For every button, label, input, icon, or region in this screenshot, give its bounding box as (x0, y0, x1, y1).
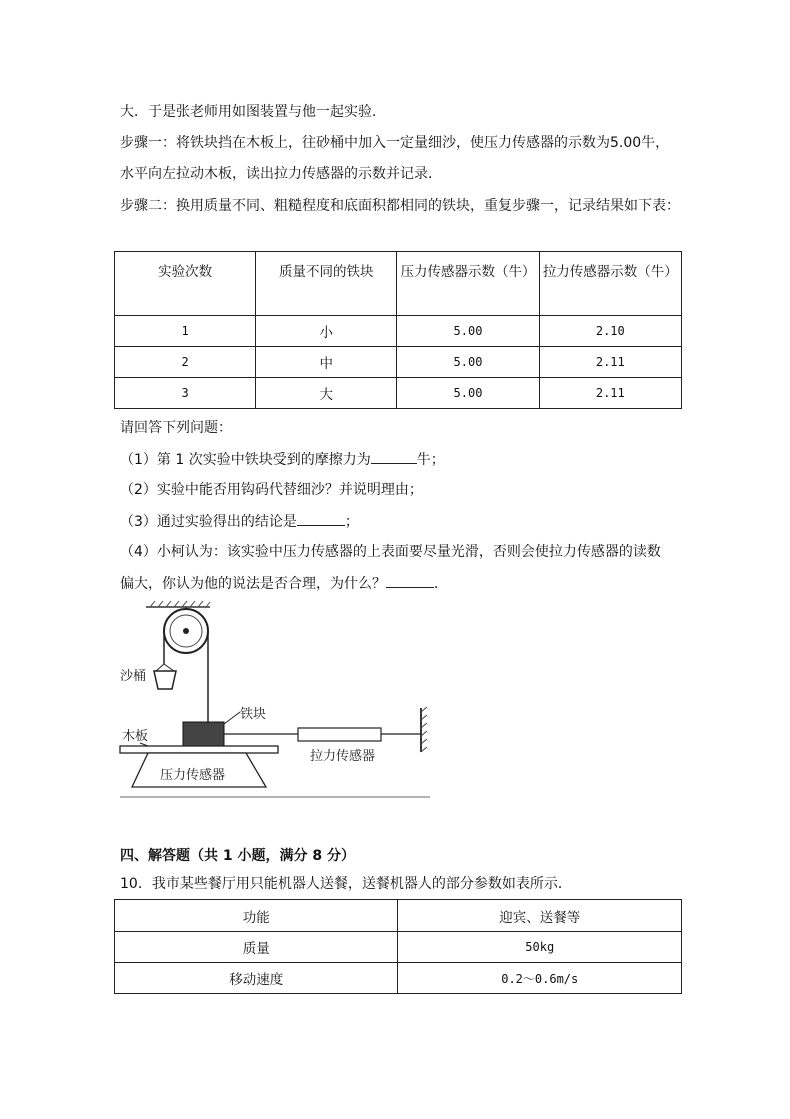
table-cell: 5.00 (397, 347, 539, 378)
table-cell: 2.11 (539, 347, 681, 378)
table-row (115, 963, 682, 994)
table-cell: 1 (115, 316, 256, 347)
table-cell: 功能 (115, 900, 398, 932)
table-cell: 0.2～0.6m/s (398, 963, 682, 994)
label-iron-block: 铁块 (240, 707, 267, 722)
question-3 (120, 511, 359, 532)
table-cell: 3 (115, 378, 256, 409)
bucket-handle (164, 664, 174, 671)
table-cell: 小 (256, 316, 397, 347)
step2-line: 步骤二：换用质量不同、粗糙程度和底面积都相同的铁块，重复步骤一，记录结果如下表： (120, 198, 680, 214)
question-4-text: 偏大，你认为他的说法是否合理，为什么？ (120, 576, 386, 592)
table-header: 实验次数 (115, 252, 256, 316)
table-row (115, 316, 682, 347)
question-1 (120, 449, 445, 470)
answer-blank (371, 449, 417, 464)
table-cell: 2 (115, 347, 256, 378)
question-4-line-b (120, 573, 448, 594)
answer-blank (386, 573, 434, 588)
question-1-unit: 牛； (416, 452, 445, 468)
table-cell: 2.10 (539, 316, 681, 347)
label-tension-sensor: 拉力传感器 (310, 749, 376, 764)
tension-sensor (298, 728, 381, 741)
table-row (115, 900, 682, 932)
intro-line-1: 大．于是张老师用如图装置与他一起实验． (120, 104, 386, 120)
table-header: 压力传感器示数（牛） (397, 252, 539, 316)
table-cell: 2.11 (539, 378, 681, 409)
bucket-handle (156, 664, 164, 671)
question-3-text: （3）通过实验得出的结论是 (120, 514, 297, 530)
leader-iron-block (224, 712, 240, 724)
section-title: 四、解答题（共 1 小题，满分 8 分） (120, 848, 355, 864)
question-4-line-a: （4）小柯认为：该实验中压力传感器的上表面要尽量光滑，否则会使拉力传感器的读数 (120, 544, 661, 560)
answer-blank (297, 511, 345, 526)
question-3-end: ； (344, 514, 359, 530)
label-wood-board: 木板 (122, 729, 149, 744)
experiment-table (114, 251, 682, 409)
step1-line-b: 水平向左拉动木板，读出拉力传感器的示数并记录． (120, 166, 442, 182)
table-row (115, 378, 682, 409)
table-row (115, 347, 682, 378)
label-sand-bucket: 沙桶 (120, 669, 147, 684)
label-pressure-sensor: 压力传感器 (160, 768, 226, 783)
robot-params-table (114, 899, 682, 994)
experiment-figure (118, 600, 433, 800)
table-cell: 移动速度 (115, 963, 398, 994)
iron-block (183, 722, 224, 746)
wood-board (120, 746, 278, 753)
table-row (115, 932, 682, 963)
table-cell: 5.00 (397, 378, 539, 409)
pulley-axle (183, 628, 189, 634)
table-cell: 迎宾、送餐等 (398, 900, 682, 932)
table-cell: 50kg (398, 932, 682, 963)
table-cell: 5.00 (397, 316, 539, 347)
questions-prompt: 请回答下列问题： (120, 420, 232, 436)
ceiling-hatch (150, 601, 210, 607)
question-2: （2）实验中能否用钩码代替细沙？并说明理由； (120, 482, 423, 498)
question-4-end: ． (434, 576, 448, 592)
table-header-row (115, 252, 682, 316)
table-header: 拉力传感器示数（牛） (539, 252, 681, 316)
table-header: 质量不同的铁块 (256, 252, 397, 316)
question-10: 10．我市某些餐厅用只能机器人送餐，送餐机器人的部分参数如表所示． (120, 876, 572, 892)
table-cell: 质量 (115, 932, 398, 963)
table-cell: 中 (256, 347, 397, 378)
step1-line-a: 步骤一：将铁块挡在木板上，往砂桶中加入一定量细沙，使压力传感器的示数为5.00牛， (120, 135, 670, 151)
sand-bucket (154, 671, 176, 689)
question-1-text: （1）第 1 次实验中铁块受到的摩擦力为 (120, 452, 371, 468)
table-cell: 大 (256, 378, 397, 409)
